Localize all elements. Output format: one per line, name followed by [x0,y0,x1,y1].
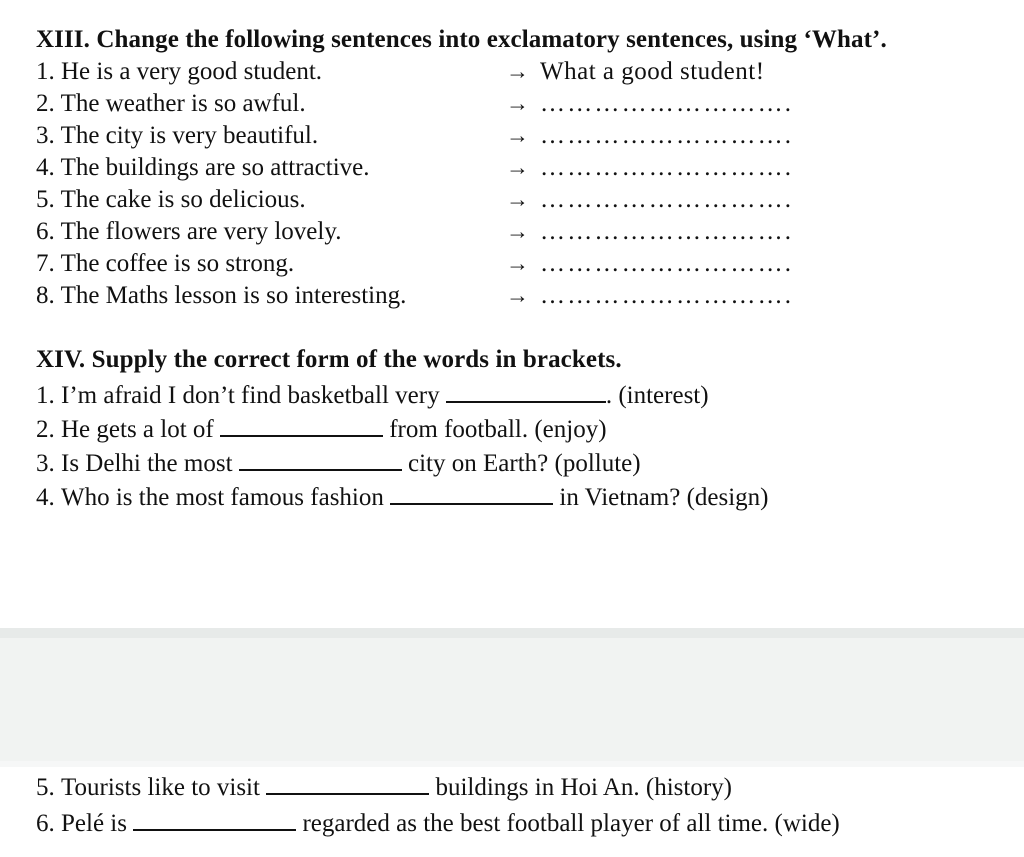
item-number: 6. [36,810,55,837]
arrow-icon: → [506,283,529,308]
answer-blank[interactable]: ………………………. [540,90,794,117]
item-number: 8. [36,282,55,309]
item-number: 2. [36,416,55,443]
answer-blank[interactable]: ………………………. [540,122,794,149]
question-text [36,280,506,312]
item-number: 6. [36,218,55,245]
answer-blank[interactable] [266,773,429,795]
item-text-before: He gets a lot of [61,416,214,443]
answer-blank[interactable]: ………………………. [540,218,794,245]
item-number: 2. [36,90,55,117]
answer-blank[interactable]: ………………………. [540,186,794,213]
exercise-13-item-4 [36,152,887,184]
item-text-after: from football. (enjoy) [389,416,607,443]
arrow-icon: → [506,91,529,116]
page-fold-band-bottom [0,761,1024,767]
question-text [36,56,506,88]
arrow-icon: → [506,219,529,244]
answer-blank[interactable] [239,449,402,471]
arrow-icon: → [506,123,529,148]
answer-blank[interactable] [220,415,383,437]
item-sentence: The Maths lesson is so interesting. [60,282,407,309]
exercise-13-item-2 [36,88,887,120]
item-number: 1. [36,58,55,85]
item-text-after: city on Earth? (pollute) [408,450,641,477]
item-number: 1. [36,382,55,409]
item-sentence: The weather is so awful. [60,90,306,117]
answer-blank[interactable] [446,381,606,403]
answer-blank[interactable]: ………………………. [540,154,794,181]
exercise-13-heading: XIII. Change the following sentences into exclamatory sentences, using ‘What’. [36,26,887,53]
exercise-13-item-8 [36,280,887,312]
exercise-13-item-6 [36,216,887,248]
item-sentence: The coffee is so strong. [60,250,295,277]
arrow-icon: → [506,155,529,180]
exercise-14-heading: XIV. Supply the correct form of the words in brackets. [36,346,622,373]
answer-text[interactable]: What a good student! [540,58,765,85]
exercise-14-item-2 [36,413,769,447]
item-number: 4. [36,484,55,511]
page-fold-band [0,638,1024,761]
question-text [36,216,506,248]
answer-blank[interactable]: ………………………. [540,250,794,277]
arrow-icon: → [506,251,529,276]
page-fold-band-top [0,628,1024,638]
exercise-14-item-1 [36,379,769,413]
item-sentence: The buildings are so attractive. [60,154,370,181]
item-sentence: The city is very beautiful. [60,122,319,149]
question-text [36,152,506,184]
answer-blank[interactable]: ………………………. [540,282,794,309]
item-number: 5. [36,774,55,801]
answer-blank[interactable] [133,809,296,831]
item-sentence: The cake is so delicious. [60,186,306,213]
exercise-13-item-1 [36,56,887,88]
arrow-icon: → [506,59,529,84]
exercise-13-item-3 [36,120,887,152]
item-text-before: Is Delhi the most [61,450,233,477]
arrow-icon: → [506,187,529,212]
question-text [36,88,506,120]
exercise-14-item-3 [36,447,769,481]
question-text [36,248,506,280]
exercise-13-item-5 [36,184,887,216]
item-sentence: He is a very good student. [61,58,323,85]
item-text-before: Who is the most famous fashion [61,484,384,511]
exercise-14-continued-section [36,770,840,842]
item-number: 5. [36,186,55,213]
question-text [36,120,506,152]
exercise-14-item-4 [36,481,769,515]
item-text-after: regarded as the best football player of all time. (wide) [302,810,840,837]
question-text [36,184,506,216]
item-number: 7. [36,250,55,277]
item-text-after: . (interest) [605,382,709,409]
item-number: 3. [36,122,55,149]
item-sentence: The flowers are very lovely. [60,218,342,245]
exercise-14-item-6 [36,806,840,842]
exercise-13-item-7 [36,248,887,280]
exercise-14-section [36,346,769,515]
item-text-before: Pelé is [61,810,127,837]
item-number: 4. [36,154,55,181]
exercise-13-section [36,26,887,312]
exercise-14-item-5 [36,770,840,806]
item-text-before: Tourists like to visit [61,774,260,801]
item-text-before: I’m afraid I don’t find basketball very [61,382,440,409]
item-number: 3. [36,450,55,477]
answer-blank[interactable] [390,483,553,505]
item-text-after: buildings in Hoi An. (history) [435,774,732,801]
item-text-after: in Vietnam? (design) [559,484,769,511]
